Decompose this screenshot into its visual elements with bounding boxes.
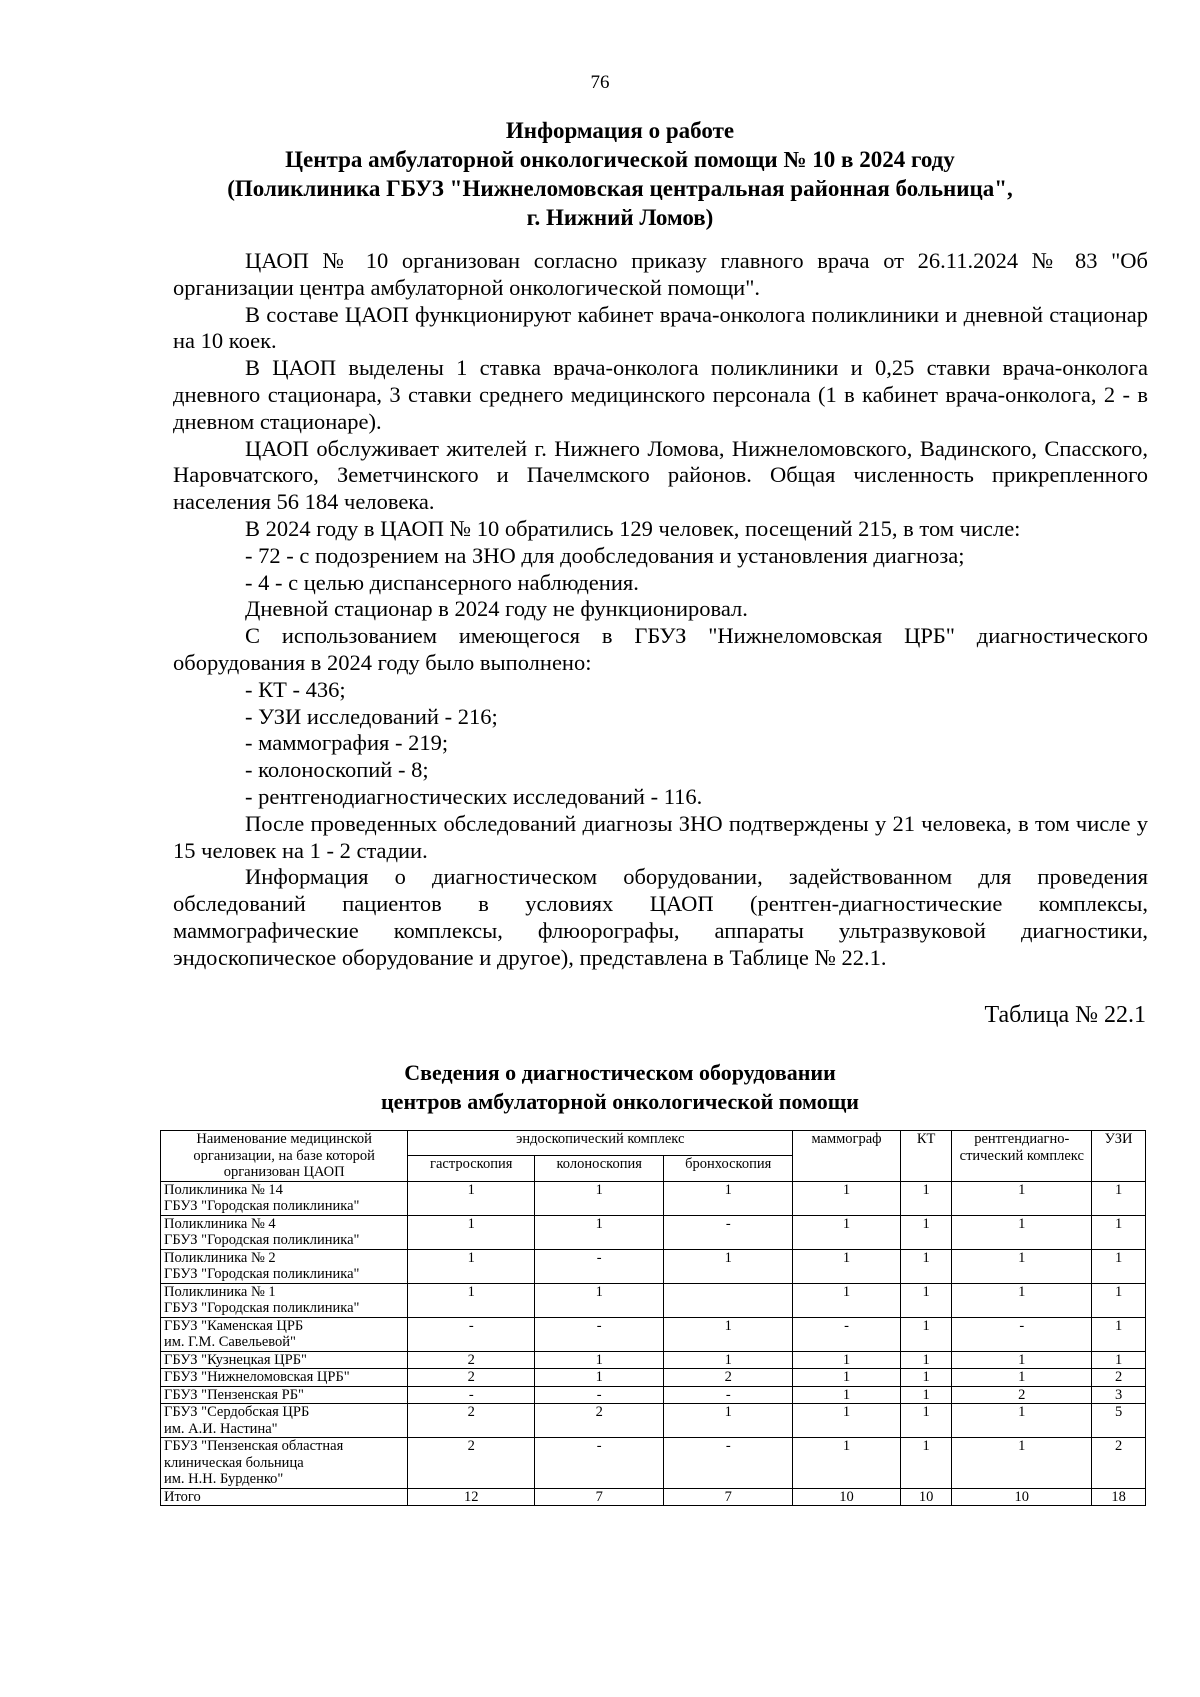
- value-cell: 1: [793, 1386, 901, 1404]
- value-cell: -: [664, 1438, 793, 1489]
- value-cell: 2: [535, 1404, 664, 1438]
- equipment-table: [160, 1130, 1146, 1506]
- value-cell: 1: [793, 1283, 901, 1317]
- organization-cell: ГБУЗ "Каменская ЦРБ им. Г.М. Савельевой": [161, 1317, 408, 1351]
- paragraph: После проведенных обследований диагнозы ЗНО подтверждены у 21 человека, в том числе у 15 человек на 1 - 2 стадии.: [173, 810, 1148, 863]
- document-title: [160, 116, 1080, 232]
- title-line: г. Нижний Ломов): [526, 205, 714, 230]
- value-cell: -: [408, 1317, 535, 1351]
- value-cell: 1: [408, 1283, 535, 1317]
- title-line: Центра амбулаторной онкологической помощи № 10 в 2024 году: [285, 147, 955, 172]
- table-row: [161, 1386, 1146, 1404]
- value-cell: 1: [664, 1317, 793, 1351]
- value-cell: 7: [535, 1488, 664, 1506]
- value-cell: 1: [793, 1369, 901, 1387]
- table-row: [161, 1249, 1146, 1283]
- value-cell: 1: [793, 1351, 901, 1369]
- value-cell: 1: [952, 1438, 1092, 1489]
- value-cell: 2: [408, 1351, 535, 1369]
- value-cell: 1: [952, 1249, 1092, 1283]
- value-cell: -: [664, 1386, 793, 1404]
- value-cell: 1: [793, 1215, 901, 1249]
- value-cell: 10: [793, 1488, 901, 1506]
- header-organization: Наименование медицинской организации, на базе которой организован ЦАОП: [161, 1131, 408, 1182]
- table-title-line: центров амбулаторной онкологической помощи: [381, 1089, 859, 1114]
- value-cell: 1: [1092, 1283, 1146, 1317]
- paragraph: ЦАОП обслуживает жителей г. Нижнего Ломова, Нижнеломовского, Вадинского, Спасского, Наровчатского, Земетчинского и Пачелмского районов. Общая численность прикрепленного населения 56 184 человека.: [173, 435, 1148, 515]
- value-cell: -: [535, 1386, 664, 1404]
- value-cell: 1: [1092, 1249, 1146, 1283]
- header-uzi: УЗИ: [1092, 1131, 1146, 1182]
- value-cell: 10: [900, 1488, 952, 1506]
- value-cell: -: [535, 1249, 664, 1283]
- header-kt: КТ: [900, 1131, 952, 1182]
- value-cell: 1: [793, 1404, 901, 1438]
- value-cell: 1: [1092, 1181, 1146, 1215]
- organization-cell: Итого: [161, 1488, 408, 1506]
- value-cell: 18: [1092, 1488, 1146, 1506]
- value-cell: 1: [535, 1369, 664, 1387]
- value-cell: 1: [900, 1369, 952, 1387]
- body-text: [173, 248, 1148, 972]
- value-cell: 2: [408, 1369, 535, 1387]
- table-title-line: Сведения о диагностическом оборудовании: [404, 1060, 836, 1085]
- organization-cell: ГБУЗ "Кузнецкая ЦРБ": [161, 1351, 408, 1369]
- list-item: - колоноскопий - 8;: [245, 757, 429, 783]
- header-colonoscopy: колоноскопия: [535, 1156, 664, 1181]
- table-row: [161, 1181, 1146, 1215]
- value-cell: 1: [900, 1249, 952, 1283]
- table-title: [160, 1058, 1080, 1116]
- value-cell: 1: [900, 1181, 952, 1215]
- value-cell: 1: [664, 1404, 793, 1438]
- value-cell: 1: [900, 1404, 952, 1438]
- value-cell: 1: [535, 1351, 664, 1369]
- value-cell: -: [535, 1438, 664, 1489]
- value-cell: 1: [1092, 1317, 1146, 1351]
- value-cell: -: [408, 1386, 535, 1404]
- title-line: (Поликлиника ГБУЗ "Нижнеломовская центральная районная больница",: [227, 176, 1013, 201]
- organization-cell: ГБУЗ "Пензенская областная клиническая больница им. Н.Н. Бурденко": [161, 1438, 408, 1489]
- value-cell: 1: [952, 1215, 1092, 1249]
- paragraph: ЦАОП № 10 организован согласно приказу главного врача от 26.11.2024 № 83 "Об организации центра амбулаторной онкологической помощи".: [173, 248, 1148, 300]
- value-cell: 10: [952, 1488, 1092, 1506]
- list-item: - УЗИ исследований - 216;: [245, 703, 498, 729]
- value-cell: -: [793, 1317, 901, 1351]
- organization-cell: Поликлиника № 4 ГБУЗ "Городская поликлиника": [161, 1215, 408, 1249]
- header-endoscopic-complex: эндоскопический комплекс: [408, 1131, 793, 1156]
- table-row: [161, 1283, 1146, 1317]
- header-gastroscopy: гастроскопия: [408, 1156, 535, 1181]
- organization-cell: Поликлиника № 14 ГБУЗ "Городская поликлиника": [161, 1181, 408, 1215]
- value-cell: 2: [952, 1386, 1092, 1404]
- organization-cell: ГБУЗ "Пензенская РБ": [161, 1386, 408, 1404]
- organization-cell: ГБУЗ "Сердобская ЦРБ им. А.И. Настина": [161, 1404, 408, 1438]
- value-cell: 5: [1092, 1404, 1146, 1438]
- value-cell: 3: [1092, 1386, 1146, 1404]
- list-item: - 72 - с подозрением на ЗНО для дообследования и установления диагноза;: [245, 542, 965, 568]
- list-item: - рентгенодиагностических исследований - 116.: [245, 783, 703, 809]
- value-cell: 1: [664, 1249, 793, 1283]
- header-bronchoscopy: бронхоскопия: [664, 1156, 793, 1181]
- page-number: 76: [590, 72, 610, 93]
- paragraph: Дневной стационар в 2024 году не функционировал.: [245, 596, 748, 622]
- table-row: [161, 1488, 1146, 1506]
- value-cell: 1: [793, 1249, 901, 1283]
- value-cell: 2: [664, 1369, 793, 1387]
- value-cell: 1: [1092, 1351, 1146, 1369]
- value-cell: 1: [535, 1283, 664, 1317]
- value-cell: 12: [408, 1488, 535, 1506]
- value-cell: 1: [952, 1283, 1092, 1317]
- header-xray-complex: рентгендиагно-стический комплекс: [952, 1131, 1092, 1182]
- list-item: - маммография - 219;: [245, 730, 449, 756]
- value-cell: 1: [535, 1215, 664, 1249]
- value-cell: 1: [535, 1181, 664, 1215]
- value-cell: 1: [900, 1283, 952, 1317]
- value-cell: 1: [408, 1249, 535, 1283]
- value-cell: 2: [408, 1438, 535, 1489]
- table-label: Таблица № 22.1: [984, 1002, 1146, 1028]
- value-cell: 1: [952, 1404, 1092, 1438]
- table-row: [161, 1351, 1146, 1369]
- list-item: - 4 - с целью диспансерного наблюдения.: [245, 569, 639, 595]
- value-cell: 1: [408, 1181, 535, 1215]
- paragraph: С использованием имеющегося в ГБУЗ "Нижнеломовская ЦРБ" диагностического оборудования в 2024 году было выполнено:: [173, 623, 1148, 675]
- value-cell: 1: [793, 1181, 901, 1215]
- value-cell: -: [664, 1215, 793, 1249]
- value-cell: 1: [952, 1351, 1092, 1369]
- header-mammograph: маммограф: [793, 1131, 901, 1182]
- value-cell: 1: [952, 1181, 1092, 1215]
- value-cell: 2: [1092, 1438, 1146, 1489]
- value-cell: 1: [952, 1369, 1092, 1387]
- value-cell: 1: [664, 1181, 793, 1215]
- title-line: Информация о работе: [505, 118, 735, 143]
- value-cell: 1: [900, 1386, 952, 1404]
- paragraph: Информация о диагностическом оборудовании, задействованном для проведения обследований пациентов в условиях ЦАОП (рентген-диагностические комплексы, маммографические комплексы, флюорографы, аппараты ультразвуковой диагностики, эндоскопическое оборудование и другое), представлена в Таблице № 22.1.: [173, 864, 1148, 970]
- value-cell: 1: [900, 1317, 952, 1351]
- table-row: [161, 1404, 1146, 1438]
- organization-cell: Поликлиника № 2 ГБУЗ "Городская поликлиника": [161, 1249, 408, 1283]
- value-cell: 2: [1092, 1369, 1146, 1387]
- value-cell: 7: [664, 1488, 793, 1506]
- value-cell: 1: [1092, 1215, 1146, 1249]
- table-row: [161, 1438, 1146, 1489]
- value-cell: [664, 1283, 793, 1317]
- paragraph: В составе ЦАОП функционируют кабинет врача-онколога поликлиники и дневной стационар на 10 коек.: [173, 301, 1148, 354]
- value-cell: 1: [408, 1215, 535, 1249]
- value-cell: -: [952, 1317, 1092, 1351]
- organization-cell: Поликлиника № 1 ГБУЗ "Городская поликлиника": [161, 1283, 408, 1317]
- value-cell: 1: [664, 1351, 793, 1369]
- organization-cell: ГБУЗ "Нижнеломовская ЦРБ": [161, 1369, 408, 1387]
- table-row: [161, 1317, 1146, 1351]
- value-cell: 1: [793, 1438, 901, 1489]
- paragraph: В ЦАОП выделены 1 ставка врача-онколога поликлиники и 0,25 ставки врача-онколога дневного стационара, 3 ставки среднего медицинского персонала (1 в кабинет врача-онколога, 2 - в дневном стационаре).: [173, 355, 1148, 434]
- table-row: [161, 1215, 1146, 1249]
- value-cell: 1: [900, 1215, 952, 1249]
- value-cell: 1: [900, 1351, 952, 1369]
- value-cell: -: [535, 1317, 664, 1351]
- paragraph: В 2024 году в ЦАОП № 10 обратились 129 человек, посещений 215, в том числе:: [245, 515, 1021, 541]
- value-cell: 2: [408, 1404, 535, 1438]
- list-item: - КТ - 436;: [245, 676, 346, 702]
- value-cell: 1: [900, 1438, 952, 1489]
- table-row: [161, 1369, 1146, 1387]
